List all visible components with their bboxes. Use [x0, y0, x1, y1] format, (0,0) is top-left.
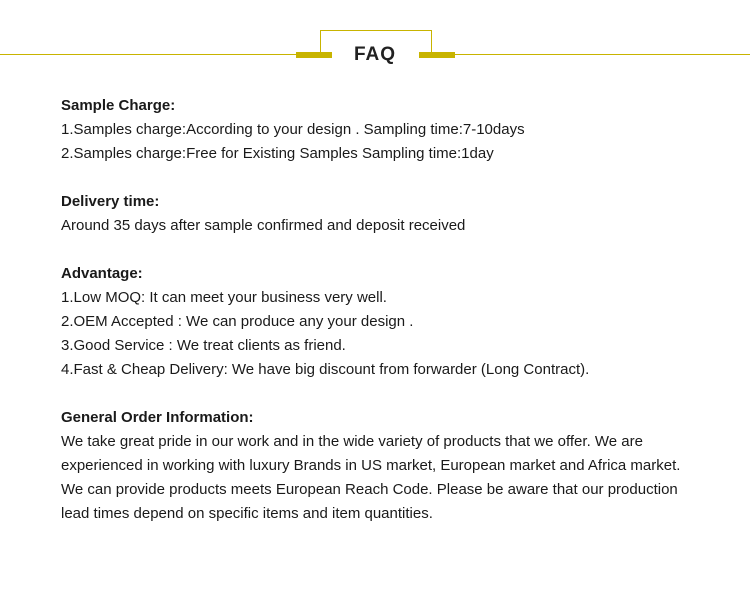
header-accent-bar-right [419, 52, 455, 58]
section-heading: General Order Information: [61, 409, 254, 426]
section-heading: Delivery time: [61, 193, 160, 210]
section-general-order-information [61, 406, 731, 526]
section-delivery-time [61, 190, 731, 238]
section-advantage [61, 262, 731, 382]
faq-header [0, 0, 750, 80]
section-line: 3.Good Service : We treat clients as friend. [61, 337, 346, 354]
header-accent-bar-left [296, 52, 332, 58]
faq-content [61, 94, 731, 550]
section-sample-charge [61, 94, 731, 166]
section-line: 1.Samples charge:According to your design . Sampling time:7-10days [61, 121, 525, 138]
section-line: 4.Fast & Cheap Delivery: We have big discount from forwarder (Long Contract). [61, 361, 590, 378]
section-line: We can provide products meets European Reach Code. Please be aware that our production [61, 481, 678, 498]
section-line: experienced in working with luxury Brands in US market, European market and Africa market. [61, 457, 681, 474]
section-line: We take great pride in our work and in the wide variety of products that we offer. We are [61, 433, 643, 450]
section-line: lead times depend on specific items and item quantities. [61, 505, 433, 522]
header-divider-right [452, 54, 750, 55]
header-divider-left [0, 54, 300, 55]
section-line: 2.OEM Accepted : We can produce any your design . [61, 313, 414, 330]
section-line: 1.Low MOQ: It can meet your business very well. [61, 289, 387, 306]
section-line: Around 35 days after sample confirmed and deposit received [61, 217, 466, 234]
section-heading: Sample Charge: [61, 97, 176, 114]
page-title: FAQ [353, 44, 397, 65]
section-line: 2.Samples charge:Free for Existing Samples Sampling time:1day [61, 145, 494, 162]
section-heading: Advantage: [61, 265, 143, 282]
